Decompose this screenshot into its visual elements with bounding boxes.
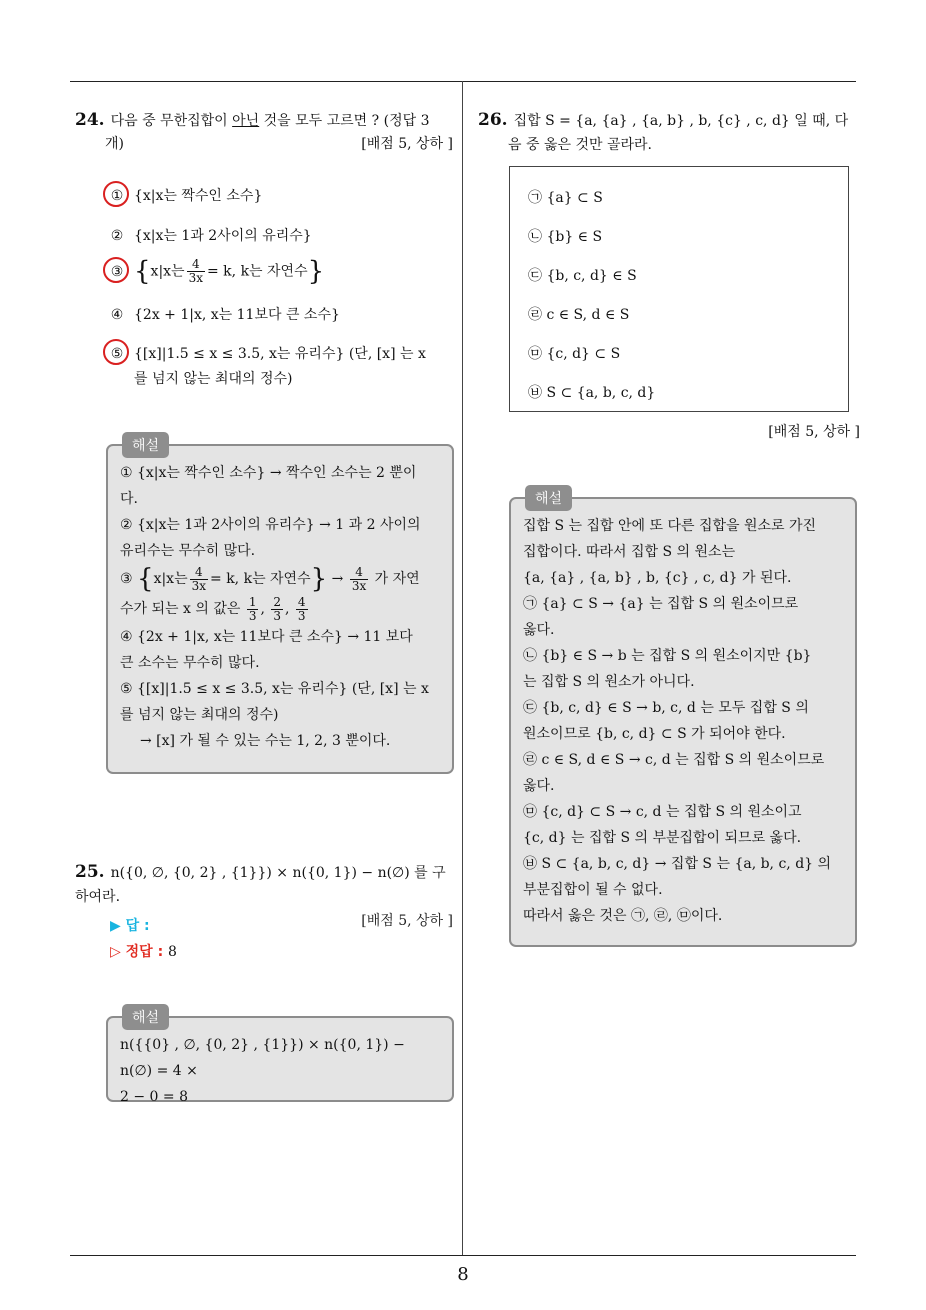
red-circle-mark	[103, 339, 129, 365]
bottom-rule	[70, 1255, 856, 1256]
option-3: ㉢ {b, c, d} ∈ S	[528, 268, 637, 284]
fraction: $\frac{4}{3x}$	[188, 257, 203, 285]
points-label: [배점 5, 상하 ]	[768, 424, 860, 440]
correct-answer: ▷ 정답 : 8	[110, 944, 177, 960]
answer-field[interactable]: ▶ 답 :	[110, 918, 150, 934]
choice-2[interactable]: ② {x|x는 1과 2사이의 유리수}	[106, 224, 312, 248]
option-6: ㉥ S ⊂ {a, b, c, d}	[528, 385, 656, 401]
question-24	[75, 108, 453, 157]
choice-mark: ⑤	[106, 342, 128, 366]
choice-3[interactable]: ③ {x|x는 $\frac{4}{3x}$ = k, k는 자연수}	[106, 258, 324, 285]
question-26-text: 집합 S = {a, {a} , {a, b} , b, {c} , c, d} 일 때, 다	[513, 113, 849, 129]
option-5: ㉤ {c, d} ⊂ S	[528, 346, 621, 362]
question-26: 26. 집합 S = {a, {a} , {a, b} , b, {c} , c, d} 일 때, 다 음 중 옳은 것만 골라라.	[478, 110, 849, 153]
choice-mark: ③	[106, 260, 128, 284]
choice-4[interactable]: ④ {2x + 1|x, x는 11보다 큰 소수}	[106, 303, 340, 327]
choice-5[interactable]: ⑤ {[x]|1.5 ≤ x ≤ 3.5, x는 유리수} (단, [x] 는 x	[106, 342, 426, 366]
choice-5-cont: 를 넘지 않는 최대의 정수)	[134, 371, 293, 387]
question-number: 24.	[75, 110, 105, 130]
solution-body: n({{0} , ∅, {0, 2} , {1}}) × n({0, 1}) − n(∅) = 4 × 2 − 0 = 8	[120, 1037, 405, 1105]
question-25-text: n({0, ∅, {0, 2} , {1}}) × n({0, 1}) − n(∅) 를 구하여라.	[75, 865, 446, 905]
choice-mark: ④	[110, 307, 124, 323]
choice-1[interactable]: ① {x|x는 짝수인 소수}	[106, 184, 262, 208]
solution-box-26	[509, 491, 857, 947]
solution-box-24	[106, 438, 454, 774]
choice-mark: ①	[106, 184, 128, 208]
question-number: 26.	[478, 110, 508, 130]
fraction: $\frac{4}{3x}$	[351, 564, 367, 593]
options-box	[509, 166, 849, 412]
option-4: ㉣ c ∈ S, d ∈ S	[528, 307, 630, 323]
solution-body: ① {x|x는 짝수인 소수} → 짝수인 소수는 2 뿐이 다. ② {x|x는 1과 2사이의 유리수} → 1 과 2 사이의 유리수는 무수히 많다. ③ {x|x는 $\frac{4}{3x}$ = k, k는 자연수} → $\frac{4}{3x}$ 가 자연 수가 되는 x 의 값은 $\frac{1}{3}$ , $\frac{2}{3}$ , $\frac{4}{3}$ ④ {2x + 1|x, x는 11보다 큰 소수} → 11 보다 큰 소수는 무수히 많다. ⑤ {[x]|1.5 ≤ x ≤ 3.5, x는 유리수} (단, [x] 는 x 를 넘지 않는 최대의 정수) → [x] 가 될 수 있는 수는 1, 2, 3 뿐이다.	[120, 465, 429, 749]
red-circle-mark	[103, 257, 129, 283]
choice-mark: ②	[110, 228, 124, 244]
solution-tag: 해설	[122, 1004, 169, 1030]
points-label: [배점 5, 상하 ]	[361, 913, 453, 929]
option-2: ㉡ {b} ∈ S	[528, 229, 603, 245]
top-rule	[70, 81, 856, 82]
question-number: 25.	[75, 862, 105, 882]
solution-tag: 해설	[525, 485, 572, 511]
underlined-word: 아닌	[232, 113, 260, 129]
fraction: $\frac{4}{3x}$	[191, 564, 207, 593]
question-24-text: 24. 다음 중 무한집합이 아닌 것을 모두 고르면 ? (정답 3	[75, 110, 430, 130]
solution-box-25	[106, 1010, 454, 1105]
red-circle-mark	[103, 181, 129, 207]
option-1: ㉠ {a} ⊂ S	[528, 190, 603, 206]
question-text-cont: 개)	[105, 136, 124, 152]
solution-tag: 해설	[122, 432, 169, 458]
page-number: 8	[457, 1264, 469, 1285]
points-label: [배점 5, 상하 ]	[361, 136, 453, 152]
solution-body: 집합 S 는 집합 안에 또 다른 집합을 원소로 가진 집합이다. 따라서 집합 S 의 원소는 {a, {a} , {a, b} , b, {c} , c, d} 가 된다. ㉠ {a} ⊂ S → {a} 는 집합 S 의 원소이므로 옳다. ㉡ {b} ∈ S → b 는 집합 S 의 원소이지만 {b} 는 집합 S 의 원소가 아니다. ㉢ {b, c, d} ∈ S → b, c, d 는 모두 집합 S 의 원소이므로 {b, c, d} ⊂ S 가 되어야 한다. ㉣ c ∈ S, d ∈ S → c, d 는 집합 S 의 원소이므로 옳다. ㉤ {c, d} ⊂ S → c, d 는 집합 S 의 원소이고 {c, d} 는 집합 S 의 부분집합이 되므로 옳다. ㉥ S ⊂ {a, b, c, d} → 집합 S 는 {a, b, c, d} 의 부분집합이 될 수 없다. 따라서 옳은 것은 ㉠, ㉣, ㉤이다.	[523, 518, 832, 924]
column-divider	[462, 81, 463, 1255]
